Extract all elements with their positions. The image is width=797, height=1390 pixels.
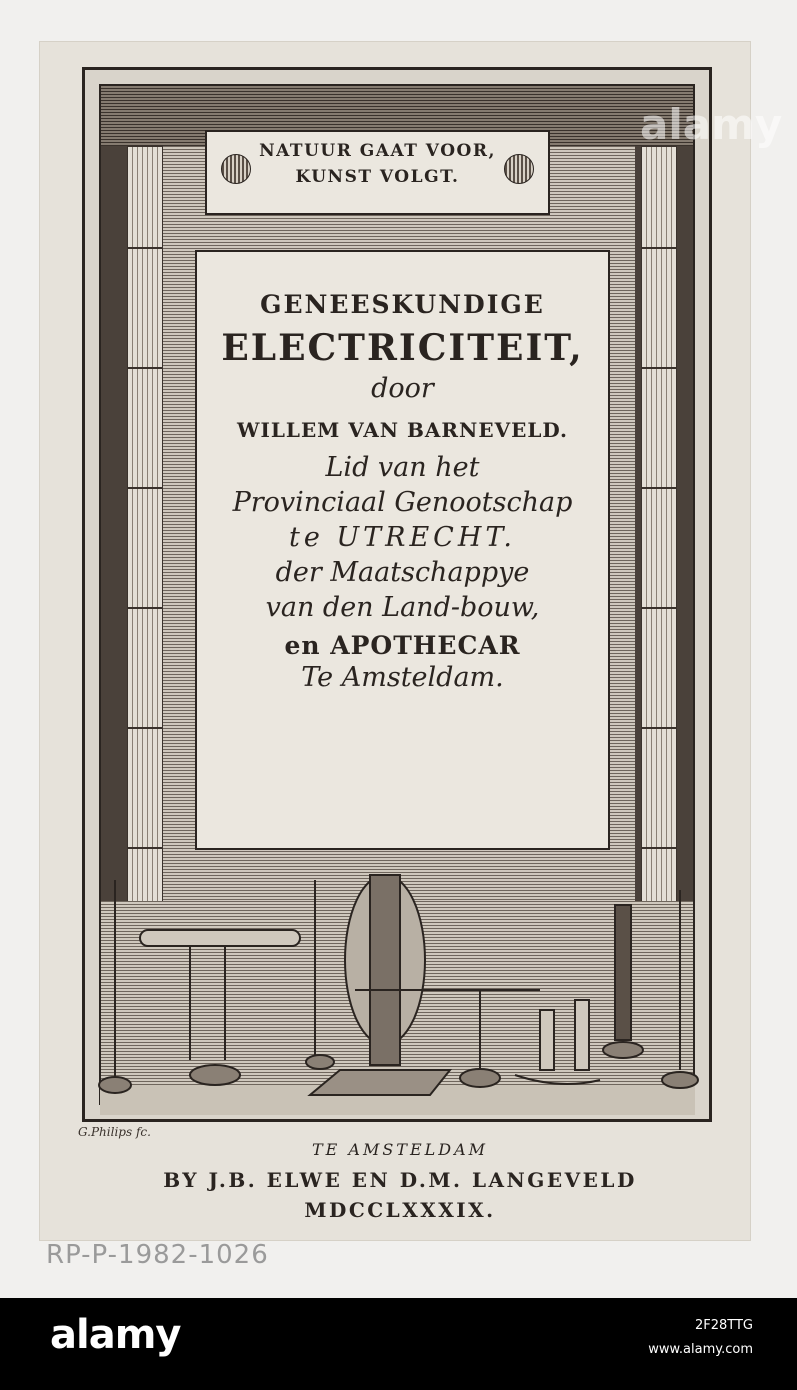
imprint-year: MDCCLXXXIX. [304, 1198, 496, 1222]
author-name: WILLEM VAN BARNEVELD. [237, 418, 568, 442]
title-line-6: Provinciaal Genootschap [232, 487, 573, 518]
title-line-8: der Maatschappye [275, 557, 530, 588]
alamy-url: www.alamy.com [648, 1342, 753, 1357]
machine-frame [370, 875, 400, 1065]
motto-line-2: KUNST VOLGT. [295, 167, 460, 187]
prime-conductor [140, 930, 300, 946]
artist-signature: G.Philips fc. [78, 1125, 151, 1139]
title-line-2: ELECTRICITEIT, [221, 327, 584, 369]
imprint-place: TE AMSTELDAM [311, 1140, 489, 1159]
title-line-11: Te Amsteldam. [301, 662, 504, 693]
alamy-logo: alamy [50, 1312, 181, 1358]
inventory-number: RP-P-1982-1026 [46, 1240, 269, 1270]
title-line-1: GENEESKUNDIGE [260, 290, 545, 319]
leyden-jar [615, 905, 631, 1040]
imprint-publishers: BY J.B. ELWE EN D.M. LANGEVELD [163, 1168, 637, 1192]
motto-line-1: NATUUR GAAT VOOR, [259, 141, 496, 161]
image-id: 2F28TTG [694, 1318, 753, 1333]
title-line-5: Lid van het [325, 452, 480, 483]
title-line-10: en APOTHECAR [284, 631, 521, 660]
watermark-mark: alamy [640, 100, 783, 149]
title-line-3: door [371, 373, 434, 404]
title-line-9: van den Land-bouw, [265, 592, 540, 623]
imprint [80, 1135, 720, 1225]
watermark-banner [0, 1298, 797, 1390]
title-line-7: te UTRECHT. [288, 522, 517, 553]
